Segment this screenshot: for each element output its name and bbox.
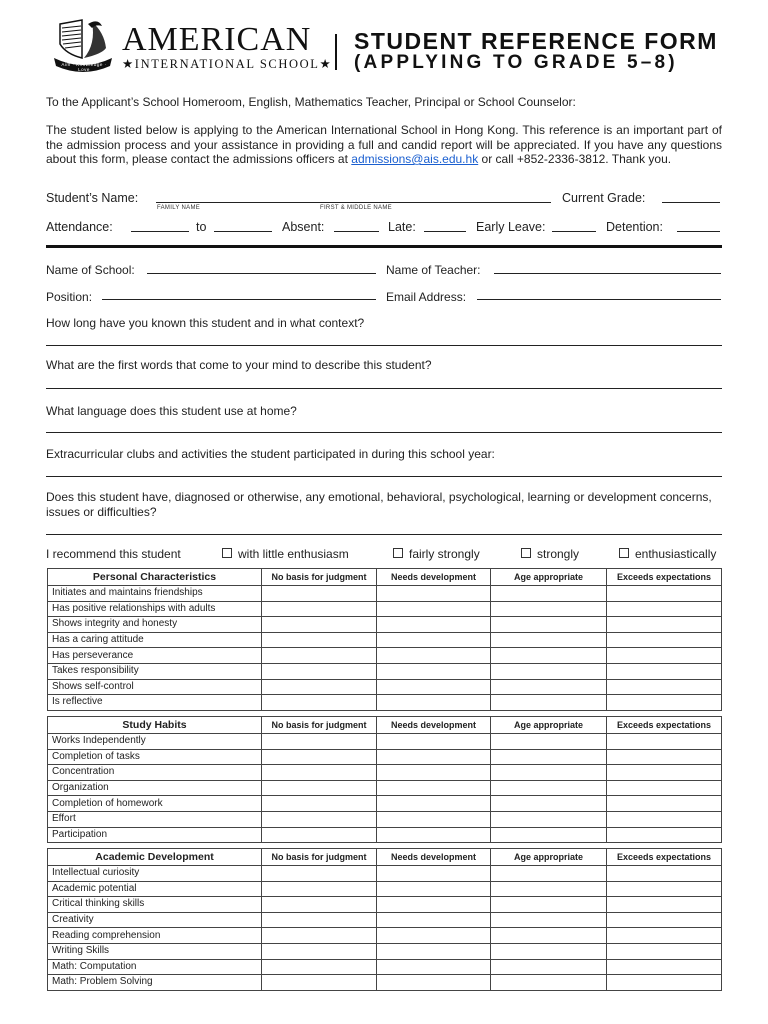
rating-cell[interactable] [607, 679, 722, 695]
rating-cell[interactable] [377, 897, 491, 913]
school-subtitle: ★INTERNATIONAL SCHOOL★ [122, 57, 333, 71]
rating-cell[interactable] [607, 601, 722, 617]
table-row [48, 586, 722, 602]
checkbox[interactable] [521, 548, 531, 558]
recommend-option-label: with little enthusiasm [238, 547, 349, 561]
rating-cell[interactable] [377, 765, 491, 781]
rating-cell[interactable] [377, 811, 491, 827]
rating-cell[interactable] [491, 648, 607, 664]
rating-cell[interactable] [262, 617, 377, 633]
table-row [48, 679, 722, 695]
late-field[interactable] [424, 231, 466, 232]
rating-cell[interactable] [607, 648, 722, 664]
trait-label: Shows self-control [48, 679, 262, 695]
rating-cell[interactable] [377, 975, 491, 991]
question-extracurricular: Extracurricular clubs and activities the student participated in during this school year: [46, 447, 495, 461]
rating-cell[interactable] [491, 796, 607, 812]
absent-label: Absent: [282, 220, 325, 234]
rating-cell[interactable] [607, 734, 722, 750]
early-leave-field[interactable] [552, 231, 596, 232]
email-label: Email Address: [386, 290, 467, 304]
rating-cell[interactable] [607, 811, 722, 827]
table-row [48, 811, 722, 827]
question-home-language: What language does this student use at home? [46, 404, 297, 418]
table-row [48, 617, 722, 633]
rating-cell[interactable] [377, 928, 491, 944]
rating-column-header: Needs development [377, 569, 491, 586]
trait-label: Academic potential [48, 881, 262, 897]
recommend-option-label: fairly strongly [409, 547, 480, 561]
rating-cell[interactable] [491, 679, 607, 695]
rating-cell[interactable] [491, 617, 607, 633]
rating-cell[interactable] [607, 780, 722, 796]
personal-characteristics-table [47, 568, 722, 711]
first-middle-caption: FIRST & MIDDLE NAME [320, 205, 392, 211]
rating-cell[interactable] [491, 663, 607, 679]
teacher-name-label: Name of Teacher: [386, 263, 481, 277]
table-row [48, 734, 722, 750]
table-row [48, 975, 722, 991]
rating-cell[interactable] [262, 796, 377, 812]
seal-motto: Aim · Knowledge · Love [61, 62, 107, 72]
rating-cell[interactable] [491, 943, 607, 959]
checkbox[interactable] [222, 548, 232, 558]
rating-cell[interactable] [377, 695, 491, 711]
teacher-name-field[interactable] [494, 273, 721, 274]
student-name-field[interactable] [156, 202, 551, 203]
early-leave-label: Early Leave: [476, 220, 546, 234]
answer-line-first-words[interactable] [46, 388, 722, 389]
current-grade-label: Current Grade: [562, 191, 646, 205]
rating-cell[interactable] [607, 695, 722, 711]
trait-label: Initiates and maintains friendships [48, 586, 262, 602]
rating-cell[interactable] [491, 912, 607, 928]
table-row [48, 632, 722, 648]
rating-cell[interactable] [377, 866, 491, 882]
question-first-words: What are the first words that come to your mind to describe this student? [46, 358, 432, 372]
trait-label: Effort [48, 811, 262, 827]
question-known-duration: How long have you known this student and in what context? [46, 316, 365, 330]
table-header-row [48, 569, 722, 586]
trait-label: Is reflective [48, 695, 262, 711]
recommend-option-label: strongly [537, 547, 580, 561]
academic-development-table [47, 848, 722, 991]
rating-cell[interactable] [377, 632, 491, 648]
table-row [48, 866, 722, 882]
trait-label: Shows integrity and honesty [48, 617, 262, 633]
rating-cell[interactable] [491, 866, 607, 882]
section-divider [46, 245, 722, 248]
rating-cell[interactable] [262, 811, 377, 827]
trait-label: Math: Computation [48, 959, 262, 975]
rating-cell[interactable] [377, 796, 491, 812]
rating-cell[interactable] [491, 632, 607, 648]
rating-cell[interactable] [262, 663, 377, 679]
rating-column-header: No basis for judgment [262, 717, 377, 734]
rating-cell[interactable] [607, 943, 722, 959]
recommend-option-strongly[interactable] [521, 547, 579, 561]
table-row [48, 881, 722, 897]
rating-cell[interactable] [377, 881, 491, 897]
rating-cell[interactable] [262, 943, 377, 959]
rating-cell[interactable] [377, 959, 491, 975]
question-concerns: Does this student have, diagnosed or otherwise, any emotional, behavioral, psychological, learning or development concerns, issues or difficulties? [46, 490, 712, 519]
trait-label: Takes responsibility [48, 663, 262, 679]
recommend-option-enthusiastically[interactable] [619, 547, 716, 561]
study-habits-table [47, 716, 722, 843]
rating-column-header: No basis for judgment [262, 849, 377, 866]
rating-cell[interactable] [607, 928, 722, 944]
trait-label: Writing Skills [48, 943, 262, 959]
detention-label: Detention: [606, 220, 663, 234]
rating-cell[interactable] [377, 648, 491, 664]
trait-label: Completion of homework [48, 796, 262, 812]
rating-column-header: Needs development [377, 849, 491, 866]
rating-cell[interactable] [491, 749, 607, 765]
rating-column-header: Age appropriate [491, 717, 607, 734]
family-name-caption: FAMILY NAME [157, 205, 201, 211]
answer-line-concerns[interactable] [46, 534, 722, 535]
rating-cell[interactable] [491, 695, 607, 711]
rating-cell[interactable] [491, 734, 607, 750]
rating-cell[interactable] [262, 749, 377, 765]
rating-cell[interactable] [491, 975, 607, 991]
paragraph-text-end: or call +852-2336-3812. Thank you. [478, 152, 672, 166]
rating-cell[interactable] [607, 912, 722, 928]
trait-label: Has perseverance [48, 648, 262, 664]
rating-cell[interactable] [377, 943, 491, 959]
table-row [48, 601, 722, 617]
rating-cell[interactable] [377, 586, 491, 602]
rating-cell[interactable] [262, 632, 377, 648]
position-field[interactable] [102, 299, 376, 300]
absent-field[interactable] [334, 231, 379, 232]
rating-cell[interactable] [262, 586, 377, 602]
rating-column-header: Exceeds expectations [607, 849, 722, 866]
rating-cell[interactable] [377, 617, 491, 633]
attendance-label: Attendance: [46, 220, 113, 234]
answer-line-known-duration[interactable] [46, 345, 722, 346]
email-field[interactable] [477, 299, 721, 300]
rating-cell[interactable] [491, 586, 607, 602]
school-name-field[interactable] [147, 273, 376, 274]
rating-cell[interactable] [262, 780, 377, 796]
rating-cell[interactable] [262, 881, 377, 897]
table-row [48, 928, 722, 944]
rating-column-header: Age appropriate [491, 849, 607, 866]
attendance-to-field[interactable] [214, 231, 272, 232]
rating-cell[interactable] [262, 975, 377, 991]
rating-cell[interactable] [491, 881, 607, 897]
school-name-label: Name of School: [46, 263, 135, 277]
rating-cell[interactable] [607, 827, 722, 843]
recommend-option-little[interactable] [222, 547, 349, 561]
rating-cell[interactable] [377, 663, 491, 679]
table-row [48, 695, 722, 711]
rating-cell[interactable] [262, 734, 377, 750]
rating-cell[interactable] [262, 601, 377, 617]
form-title: STUDENT REFERENCE FORM [354, 28, 718, 54]
rating-cell[interactable] [262, 765, 377, 781]
trait-label: Organization [48, 780, 262, 796]
rating-cell[interactable] [262, 695, 377, 711]
rating-cell[interactable] [491, 959, 607, 975]
table-row [48, 943, 722, 959]
table-row [48, 827, 722, 843]
table-row [48, 912, 722, 928]
rating-cell[interactable] [377, 601, 491, 617]
current-grade-field[interactable] [662, 202, 720, 203]
trait-label: Creativity [48, 912, 262, 928]
trait-label: Concentration [48, 765, 262, 781]
answer-line-home-language[interactable] [46, 432, 722, 433]
rating-cell[interactable] [491, 897, 607, 913]
table-row [48, 959, 722, 975]
table-row [48, 663, 722, 679]
rating-cell[interactable] [607, 749, 722, 765]
rating-cell[interactable] [262, 959, 377, 975]
paragraph-text: The student listed below is applying to the American International School in Hong Kong. This reference is an important part of the admission process and your assistance in providing a full and candid report will be appreciated. If you have any questions about this form, please contact the admissions officers at [46, 123, 722, 166]
rating-cell[interactable] [491, 811, 607, 827]
trait-label: Math: Problem Solving [48, 975, 262, 991]
student-name-label: Student’s Name: [46, 191, 139, 205]
rating-cell[interactable] [377, 734, 491, 750]
rating-cell[interactable] [377, 780, 491, 796]
rating-cell[interactable] [607, 975, 722, 991]
trait-label: Has positive relationships with adults [48, 601, 262, 617]
recommend-label: I recommend this student [46, 547, 181, 561]
checkbox[interactable] [619, 548, 629, 558]
rating-cell[interactable] [377, 827, 491, 843]
rating-cell[interactable] [607, 959, 722, 975]
trait-label: Reading comprehension [48, 928, 262, 944]
rating-cell[interactable] [262, 897, 377, 913]
table-header-row [48, 849, 722, 866]
table-row [48, 749, 722, 765]
rating-cell[interactable] [607, 632, 722, 648]
trait-label: Works Independently [48, 734, 262, 750]
table-row [48, 897, 722, 913]
admissions-email-link[interactable]: admissions@ais.edu.hk [351, 152, 479, 166]
rating-cell[interactable] [377, 912, 491, 928]
rating-cell[interactable] [377, 749, 491, 765]
rating-cell[interactable] [262, 912, 377, 928]
rating-cell[interactable] [491, 827, 607, 843]
rating-cell[interactable] [491, 601, 607, 617]
rating-cell[interactable] [607, 586, 722, 602]
table-row [48, 648, 722, 664]
rating-cell[interactable] [607, 765, 722, 781]
position-label: Position: [46, 290, 93, 304]
rating-column-header: Exceeds expectations [607, 569, 722, 586]
table-header-row [48, 717, 722, 734]
header-divider [335, 34, 337, 70]
table-row [48, 780, 722, 796]
rating-cell[interactable] [607, 617, 722, 633]
checkbox[interactable] [393, 548, 403, 558]
table-category-title: Academic Development [48, 849, 262, 866]
trait-label: Completion of tasks [48, 749, 262, 765]
rating-cell[interactable] [491, 780, 607, 796]
rating-cell[interactable] [262, 827, 377, 843]
table-category-title: Personal Characteristics [48, 569, 262, 586]
table-category-title: Study Habits [48, 717, 262, 734]
attendance-from-field[interactable] [131, 231, 189, 232]
rating-column-header: Exceeds expectations [607, 717, 722, 734]
intro-paragraph [46, 123, 722, 167]
rating-column-header: No basis for judgment [262, 569, 377, 586]
late-label: Late: [388, 220, 416, 234]
rating-cell[interactable] [262, 679, 377, 695]
recommend-option-fairly[interactable] [393, 547, 480, 561]
rating-cell[interactable] [607, 881, 722, 897]
table-row [48, 796, 722, 812]
to-label: to [196, 220, 207, 234]
trait-label: Critical thinking skills [48, 897, 262, 913]
answer-line-extracurricular[interactable] [46, 476, 722, 477]
rating-cell[interactable] [262, 866, 377, 882]
table-row [48, 765, 722, 781]
trait-label: Intellectual curiosity [48, 866, 262, 882]
rating-cell[interactable] [607, 796, 722, 812]
rating-cell[interactable] [262, 648, 377, 664]
rating-cell[interactable] [607, 866, 722, 882]
intro-line: To the Applicant’s School Homeroom, English, Mathematics Teacher, Principal or School Counselor: [46, 95, 576, 109]
detention-field[interactable] [677, 231, 720, 232]
rating-column-header: Needs development [377, 717, 491, 734]
rating-cell[interactable] [607, 897, 722, 913]
recommend-option-label: enthusiastically [635, 547, 717, 561]
rating-column-header: Age appropriate [491, 569, 607, 586]
form-subtitle: (APPLYING TO GRADE 5–8) [354, 52, 678, 73]
rating-cell[interactable] [262, 928, 377, 944]
rating-cell[interactable] [377, 679, 491, 695]
rating-cell[interactable] [607, 663, 722, 679]
rating-cell[interactable] [491, 765, 607, 781]
rating-cell[interactable] [491, 928, 607, 944]
trait-label: Has a caring attitude [48, 632, 262, 648]
school-name: AMERICAN [122, 21, 312, 58]
trait-label: Participation [48, 827, 262, 843]
